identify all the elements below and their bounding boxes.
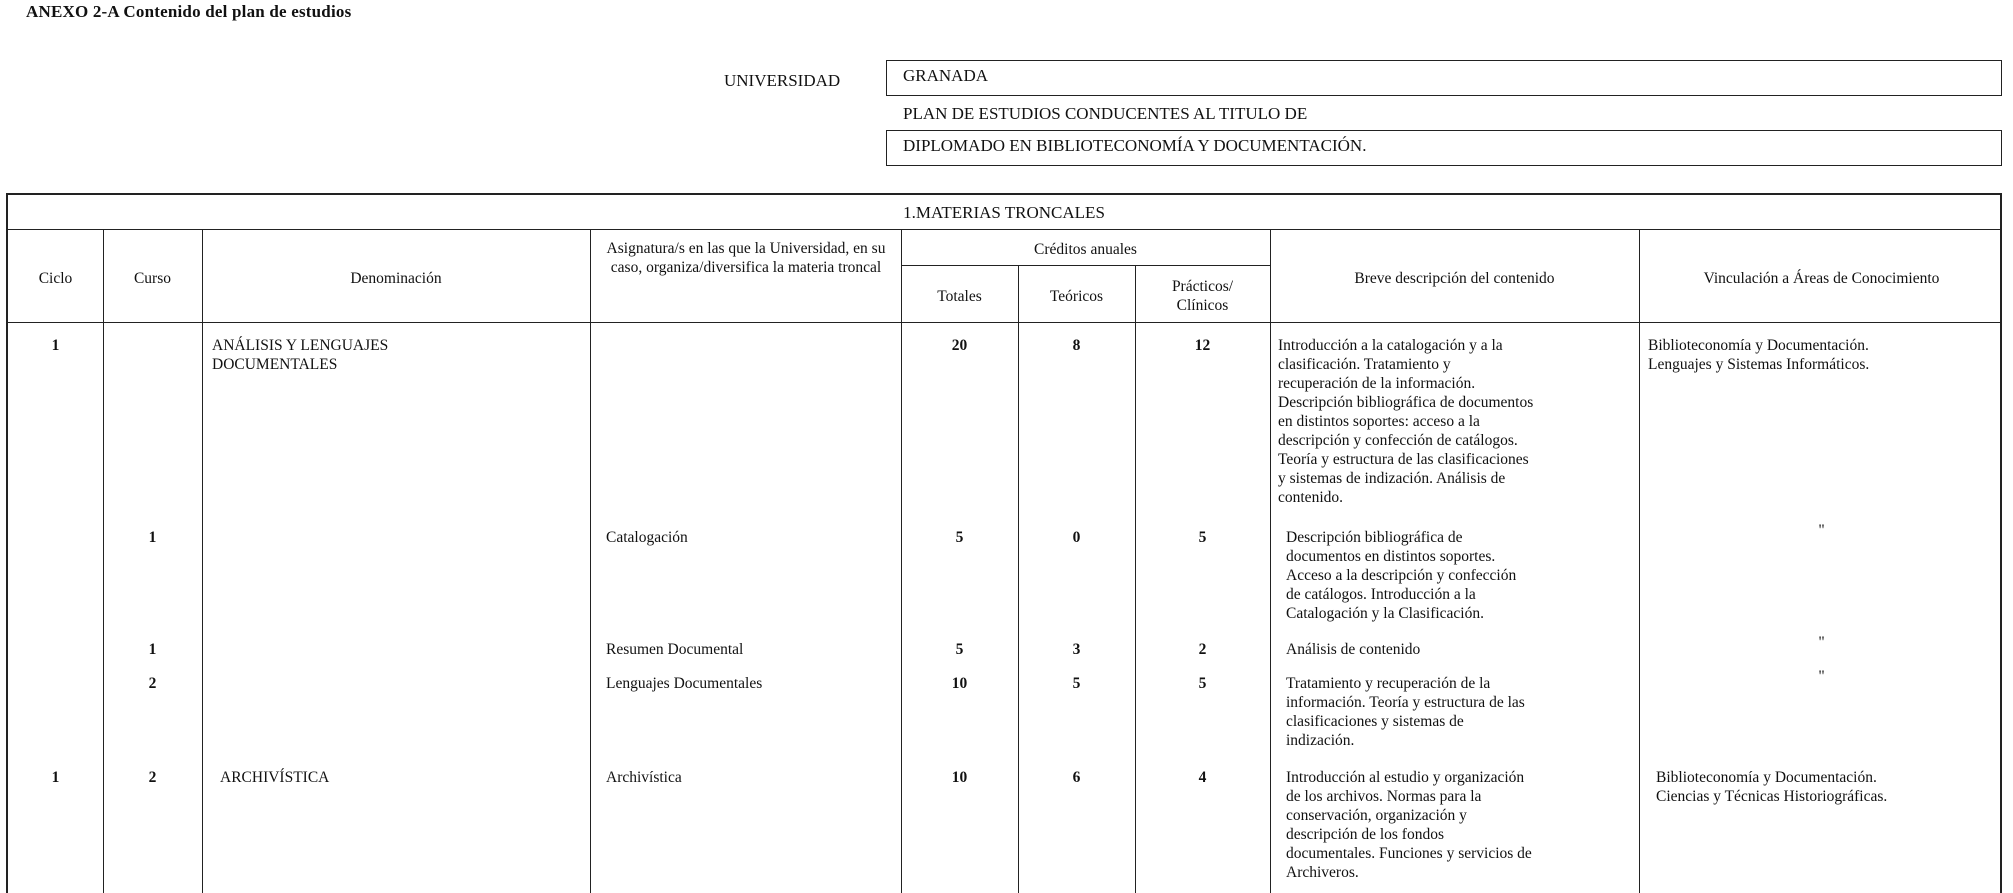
col-header-vinculacion: Vinculación a Áreas de Conocimiento bbox=[1703, 270, 1940, 287]
row-totales: 10 bbox=[951, 675, 968, 692]
row-totales: 5 bbox=[955, 529, 964, 546]
row-vinculacion: " bbox=[1818, 634, 1825, 651]
row-teoricos: 6 bbox=[1072, 769, 1081, 786]
row-denominacion: ANÁLISIS Y LENGUAJES DOCUMENTALES bbox=[212, 337, 389, 373]
col-divider bbox=[1018, 265, 1019, 893]
plan-title-line: PLAN DE ESTUDIOS CONDUCENTES AL TITULO DE bbox=[903, 104, 1308, 123]
col-header-denominacion: Denominación bbox=[350, 270, 442, 287]
col-header-ciclo: Ciclo bbox=[38, 270, 73, 287]
row-descripcion: Análisis de contenido bbox=[1286, 641, 1421, 658]
row-totales: 10 bbox=[951, 769, 968, 786]
university-value: GRANADA bbox=[903, 66, 988, 85]
row-curso: 2 bbox=[148, 769, 157, 786]
row-asignatura: Archivística bbox=[606, 769, 682, 786]
row-practicos: 2 bbox=[1198, 641, 1207, 658]
row-teoricos: 3 bbox=[1072, 641, 1081, 658]
col-header-asignatura: Asignatura/s en las que la Universidad, en su caso, organiza/diversifica la materia troncal bbox=[606, 240, 886, 276]
row-practicos: 5 bbox=[1198, 529, 1207, 546]
row-practicos: 12 bbox=[1194, 337, 1211, 354]
row-practicos: 4 bbox=[1198, 769, 1207, 786]
row-vinculacion: Biblioteconomía y Documentación. Ciencias y Técnicas Historiográficas. bbox=[1656, 769, 1888, 805]
degree-value: DIPLOMADO EN BIBLIOTECONOMÍA Y DOCUMENTACIÓN. bbox=[903, 136, 1367, 155]
col-divider bbox=[1135, 265, 1136, 893]
row-descripcion: Tratamiento y recuperación de la información. Teoría y estructura de las clasificaciones y sistemas de indización. bbox=[1286, 675, 1525, 749]
row-teoricos: 8 bbox=[1072, 337, 1081, 354]
row-teoricos: 5 bbox=[1072, 675, 1081, 692]
row-denominacion: ARCHIVÍSTICA bbox=[220, 769, 330, 786]
university-field bbox=[886, 60, 2002, 96]
row-vinculacion: " bbox=[1818, 668, 1825, 685]
col-header-descripcion: Breve descripción del contenido bbox=[1354, 270, 1555, 287]
col-header-practicos: Prácticos/ Clínicos bbox=[1171, 278, 1234, 314]
col-divider bbox=[202, 229, 203, 893]
row-curso: 2 bbox=[148, 675, 157, 692]
row-practicos: 5 bbox=[1198, 675, 1207, 692]
col-divider bbox=[1270, 229, 1271, 893]
row-curso: 1 bbox=[148, 529, 157, 546]
row-ciclo: 1 bbox=[51, 769, 60, 786]
col-header-creditos: Créditos anuales bbox=[1034, 241, 1137, 258]
row-descripcion: Descripción bibliográfica de documentos en distintos soportes. Acceso a la descripción y confección de catálogos. Introducción a la Catalogación y la Clasificación. bbox=[1286, 529, 1517, 622]
degree-field bbox=[886, 130, 2002, 166]
row-totales: 5 bbox=[955, 641, 964, 658]
credits-divider bbox=[901, 265, 1270, 266]
row-vinculacion: Biblioteconomía y Documentación. Lenguajes y Sistemas Informáticos. bbox=[1648, 337, 1870, 373]
row-curso: 1 bbox=[148, 641, 157, 658]
row-ciclo: 1 bbox=[51, 337, 60, 354]
col-divider bbox=[901, 229, 902, 893]
row-asignatura: Resumen Documental bbox=[606, 641, 744, 658]
col-header-totales: Totales bbox=[937, 288, 982, 305]
university-label: UNIVERSIDAD bbox=[724, 71, 841, 90]
annex-title: ANEXO 2-A Contenido del plan de estudios bbox=[26, 2, 352, 21]
curriculum-table bbox=[6, 193, 2002, 893]
header-bottom-line bbox=[8, 322, 2000, 323]
col-divider bbox=[590, 229, 591, 893]
section-title: 1.MATERIAS TRONCALES bbox=[8, 195, 2000, 230]
row-asignatura: Lenguajes Documentales bbox=[606, 675, 763, 692]
col-header-teoricos: Teóricos bbox=[1049, 288, 1104, 305]
row-vinculacion: " bbox=[1818, 522, 1825, 539]
row-descripcion: Introducción al estudio y organización de los archivos. Normas para la conservación, organización y descripción de los fondos documentales. Funciones y servicios de Archiveros. bbox=[1286, 769, 1532, 881]
col-divider bbox=[103, 229, 104, 893]
row-descripcion: Introducción a la catalogación y a la clasificación. Tratamiento y recuperación de la información. Descripción bibliográfica de documentos en distintos soportes: acceso a la descripción y confección de catálogos. Teoría y estructura de las clasificaciones y sistemas de indización. Análisis de contenido. bbox=[1278, 337, 1534, 506]
row-totales: 20 bbox=[951, 337, 968, 354]
row-asignatura: Catalogación bbox=[606, 529, 688, 546]
row-teoricos: 0 bbox=[1072, 529, 1081, 546]
col-header-curso: Curso bbox=[133, 270, 172, 287]
